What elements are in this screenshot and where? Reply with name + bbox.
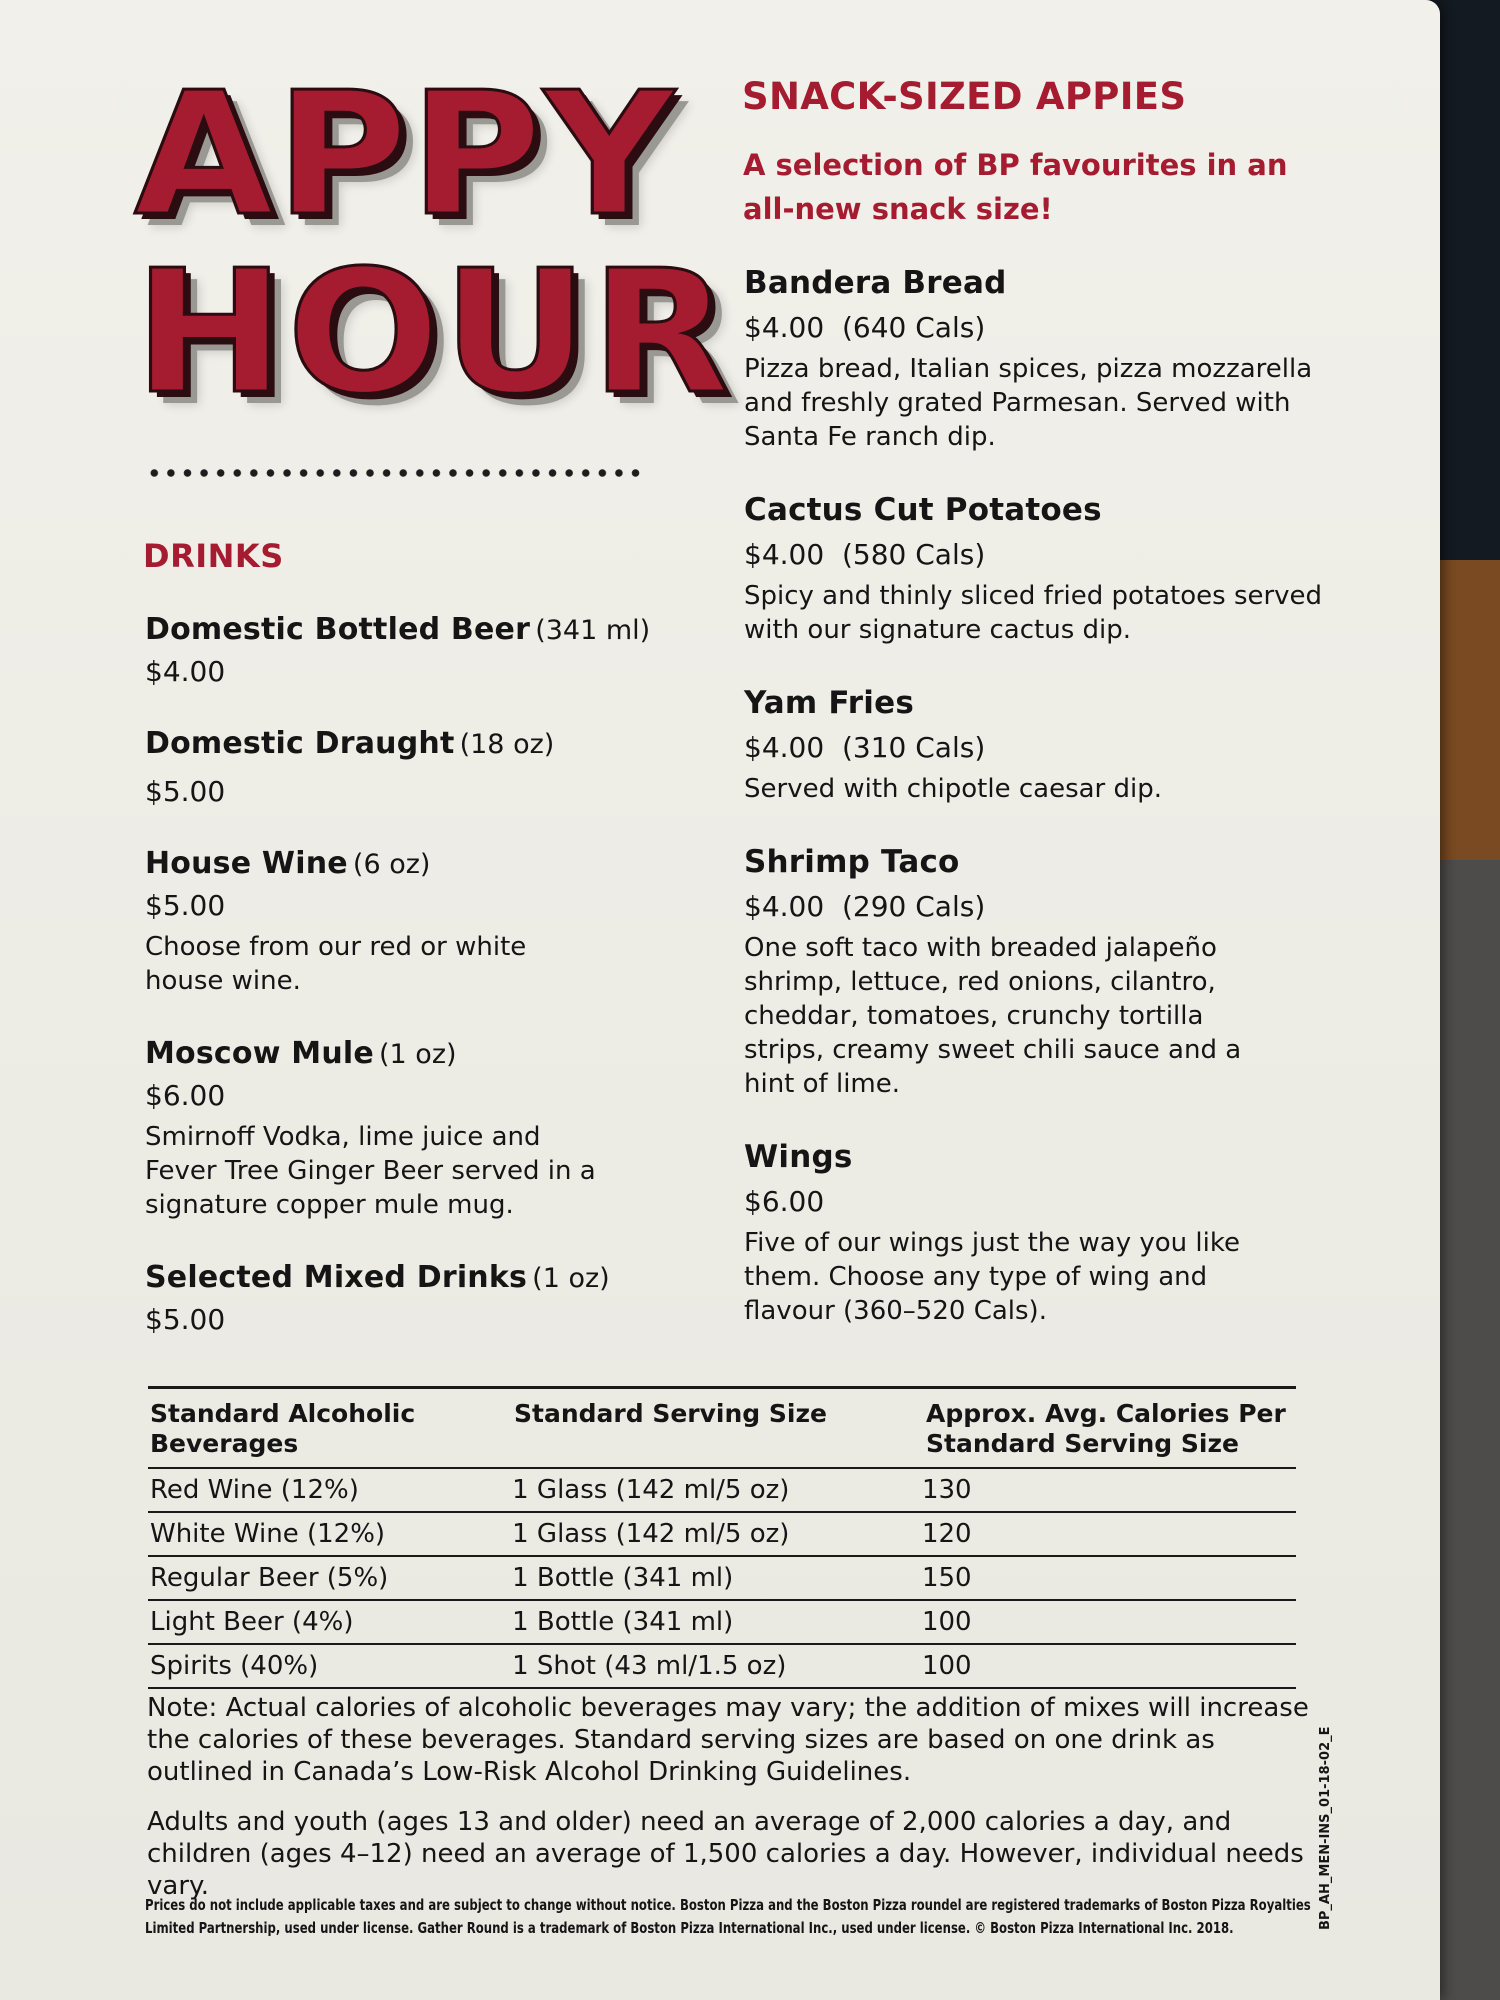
table-cell: 100	[921, 1607, 972, 1637]
table-row	[148, 1513, 1296, 1557]
item-name: Domestic Bottled Beer	[145, 612, 531, 647]
item-size: (6 oz)	[352, 849, 431, 880]
drink-item	[145, 612, 705, 688]
item-name: Yam Fries	[744, 685, 914, 721]
drink-item	[145, 726, 705, 808]
item-price: $5.00	[145, 889, 226, 922]
table-cell: Light Beer (4%)	[150, 1607, 354, 1637]
item-size: (341 ml)	[535, 615, 651, 646]
item-description: One soft taco with breaded jalapeño shrimp, lettuce, red onions, cilantro, cheddar, tomatoes, crunchy tortilla strips, creamy sweet chili sauce and a hint of lime.	[744, 933, 1242, 1099]
drink-item	[145, 1036, 705, 1222]
table-cell: 1 Shot (43 ml/1.5 oz)	[512, 1651, 787, 1681]
item-calories: (640 Cals)	[841, 311, 986, 344]
snacks-list	[744, 265, 1344, 1358]
item-description: Smirnoff Vodka, lime juice and Fever Tree Ginger Beer served in a signature copper mule mug.	[145, 1122, 596, 1220]
item-description: Served with chipotle caesar dip.	[744, 774, 1163, 804]
item-name: House Wine	[145, 846, 348, 881]
table-cell: 1 Bottle (341 ml)	[512, 1563, 734, 1593]
table-cell: 1 Glass (142 ml/5 oz)	[512, 1475, 790, 1505]
table-cell: 1 Glass (142 ml/5 oz)	[512, 1519, 790, 1549]
item-name: Wings	[744, 1139, 853, 1175]
alcohol-note: Note: Actual calories of alcoholic beverages may vary; the addition of mixes will increase the calories of these beverages. Standard serving sizes are based on one drink as outlined in Canada’s Low-Risk Alcohol Drinking Guidelines.	[147, 1693, 1309, 1787]
table-row	[148, 1557, 1296, 1601]
table-cell: 1 Bottle (341 ml)	[512, 1607, 734, 1637]
item-calories: (310 Cals)	[841, 731, 986, 764]
title-line-1: APPY	[134, 56, 677, 254]
item-name: Cactus Cut Potatoes	[744, 492, 1102, 528]
item-description: Choose from our red or white house wine.	[145, 932, 527, 996]
item-price: $4.00	[744, 890, 825, 923]
item-calories: (580 Cals)	[841, 538, 986, 571]
item-price: $5.00	[145, 1303, 226, 1336]
item-name: Shrimp Taco	[744, 844, 960, 880]
item-price: $4.00	[744, 538, 825, 571]
item-name: Moscow Mule	[145, 1036, 374, 1071]
table-row	[148, 1645, 1296, 1689]
snack-item	[744, 844, 1344, 1101]
table-cell: Red Wine (12%)	[150, 1475, 359, 1505]
table-cell: White Wine (12%)	[150, 1519, 386, 1549]
drink-item	[145, 1260, 705, 1336]
calorie-table	[148, 1386, 1296, 1689]
table-cell: 100	[921, 1651, 972, 1681]
table-cell: Spirits (40%)	[150, 1651, 319, 1681]
snack-item	[744, 492, 1344, 647]
title-line-2: HOUR	[134, 234, 732, 432]
item-description: Pizza bread, Italian spices, pizza mozzarella and freshly grated Parmesan. Served with Santa Fe ranch dip.	[744, 354, 1313, 452]
column-header: Standard Alcoholic Beverages	[150, 1399, 416, 1458]
item-name: Selected Mixed Drinks	[145, 1260, 528, 1295]
table-header-row	[148, 1389, 1296, 1469]
appy-hour-logo	[134, 56, 732, 432]
item-price: $6.00	[145, 1079, 226, 1112]
snacks-subheading: A selection of BP favourites in an all-new snack size!	[743, 148, 1288, 226]
snack-item	[744, 265, 1344, 454]
dotted-divider	[146, 466, 646, 480]
item-size: (1 oz)	[379, 1039, 457, 1070]
item-price: $5.00	[145, 775, 226, 808]
item-description: Five of our wings just the way you like them. Choose any type of wing and flavour (360–520 Cals).	[744, 1228, 1240, 1326]
item-name: Domestic Draught	[145, 726, 455, 761]
table-cell: Regular Beer (5%)	[150, 1563, 389, 1593]
item-size: (1 oz)	[532, 1263, 610, 1294]
item-price: $6.00	[744, 1185, 825, 1218]
table-cell: 150	[921, 1563, 972, 1593]
snack-item	[744, 685, 1344, 806]
legal-disclaimer: Prices do not include applicable taxes and are subject to change without notice. Boston Pizza and the Boston Pizza roundel are registered trademarks of Boston Pizza Royalties Limited Partnership, used under license. Gather Round is a trademark of Boston Pizza International Inc., used under license. © Boston Pizza International Inc. 2018.	[145, 1896, 1311, 1937]
drink-item	[145, 846, 705, 998]
item-size: (18 oz)	[459, 729, 555, 760]
item-price: $4.00	[744, 311, 825, 344]
calorie-note: Adults and youth (ages 13 and older) need an average of 2,000 calories a day, and children (ages 4–12) need an average of 1,500 calories a day. However, individual needs vary.	[147, 1807, 1304, 1901]
column-header: Standard Serving Size	[514, 1399, 827, 1428]
drinks-list	[145, 612, 705, 1364]
table-row	[148, 1469, 1296, 1513]
print-code: BP_AH_MEN-INS_01-18-02_E	[1318, 1726, 1333, 1930]
snack-item	[744, 1139, 1344, 1328]
item-calories: (290 Cals)	[841, 890, 986, 923]
drinks-heading: DRINKS	[143, 537, 284, 575]
item-price: $4.00	[744, 731, 825, 764]
table-cell: 130	[921, 1475, 972, 1505]
table-row	[148, 1601, 1296, 1645]
table-cell: 120	[921, 1519, 972, 1549]
item-name: Bandera Bread	[744, 265, 1007, 301]
item-price: $4.00	[145, 655, 226, 688]
column-header: Approx. Avg. Calories Per Standard Serving Size	[926, 1399, 1286, 1458]
item-description: Spicy and thinly sliced fried potatoes served with our signature cactus dip.	[744, 581, 1323, 645]
snacks-heading: SNACK-SIZED APPIES	[742, 75, 1187, 118]
